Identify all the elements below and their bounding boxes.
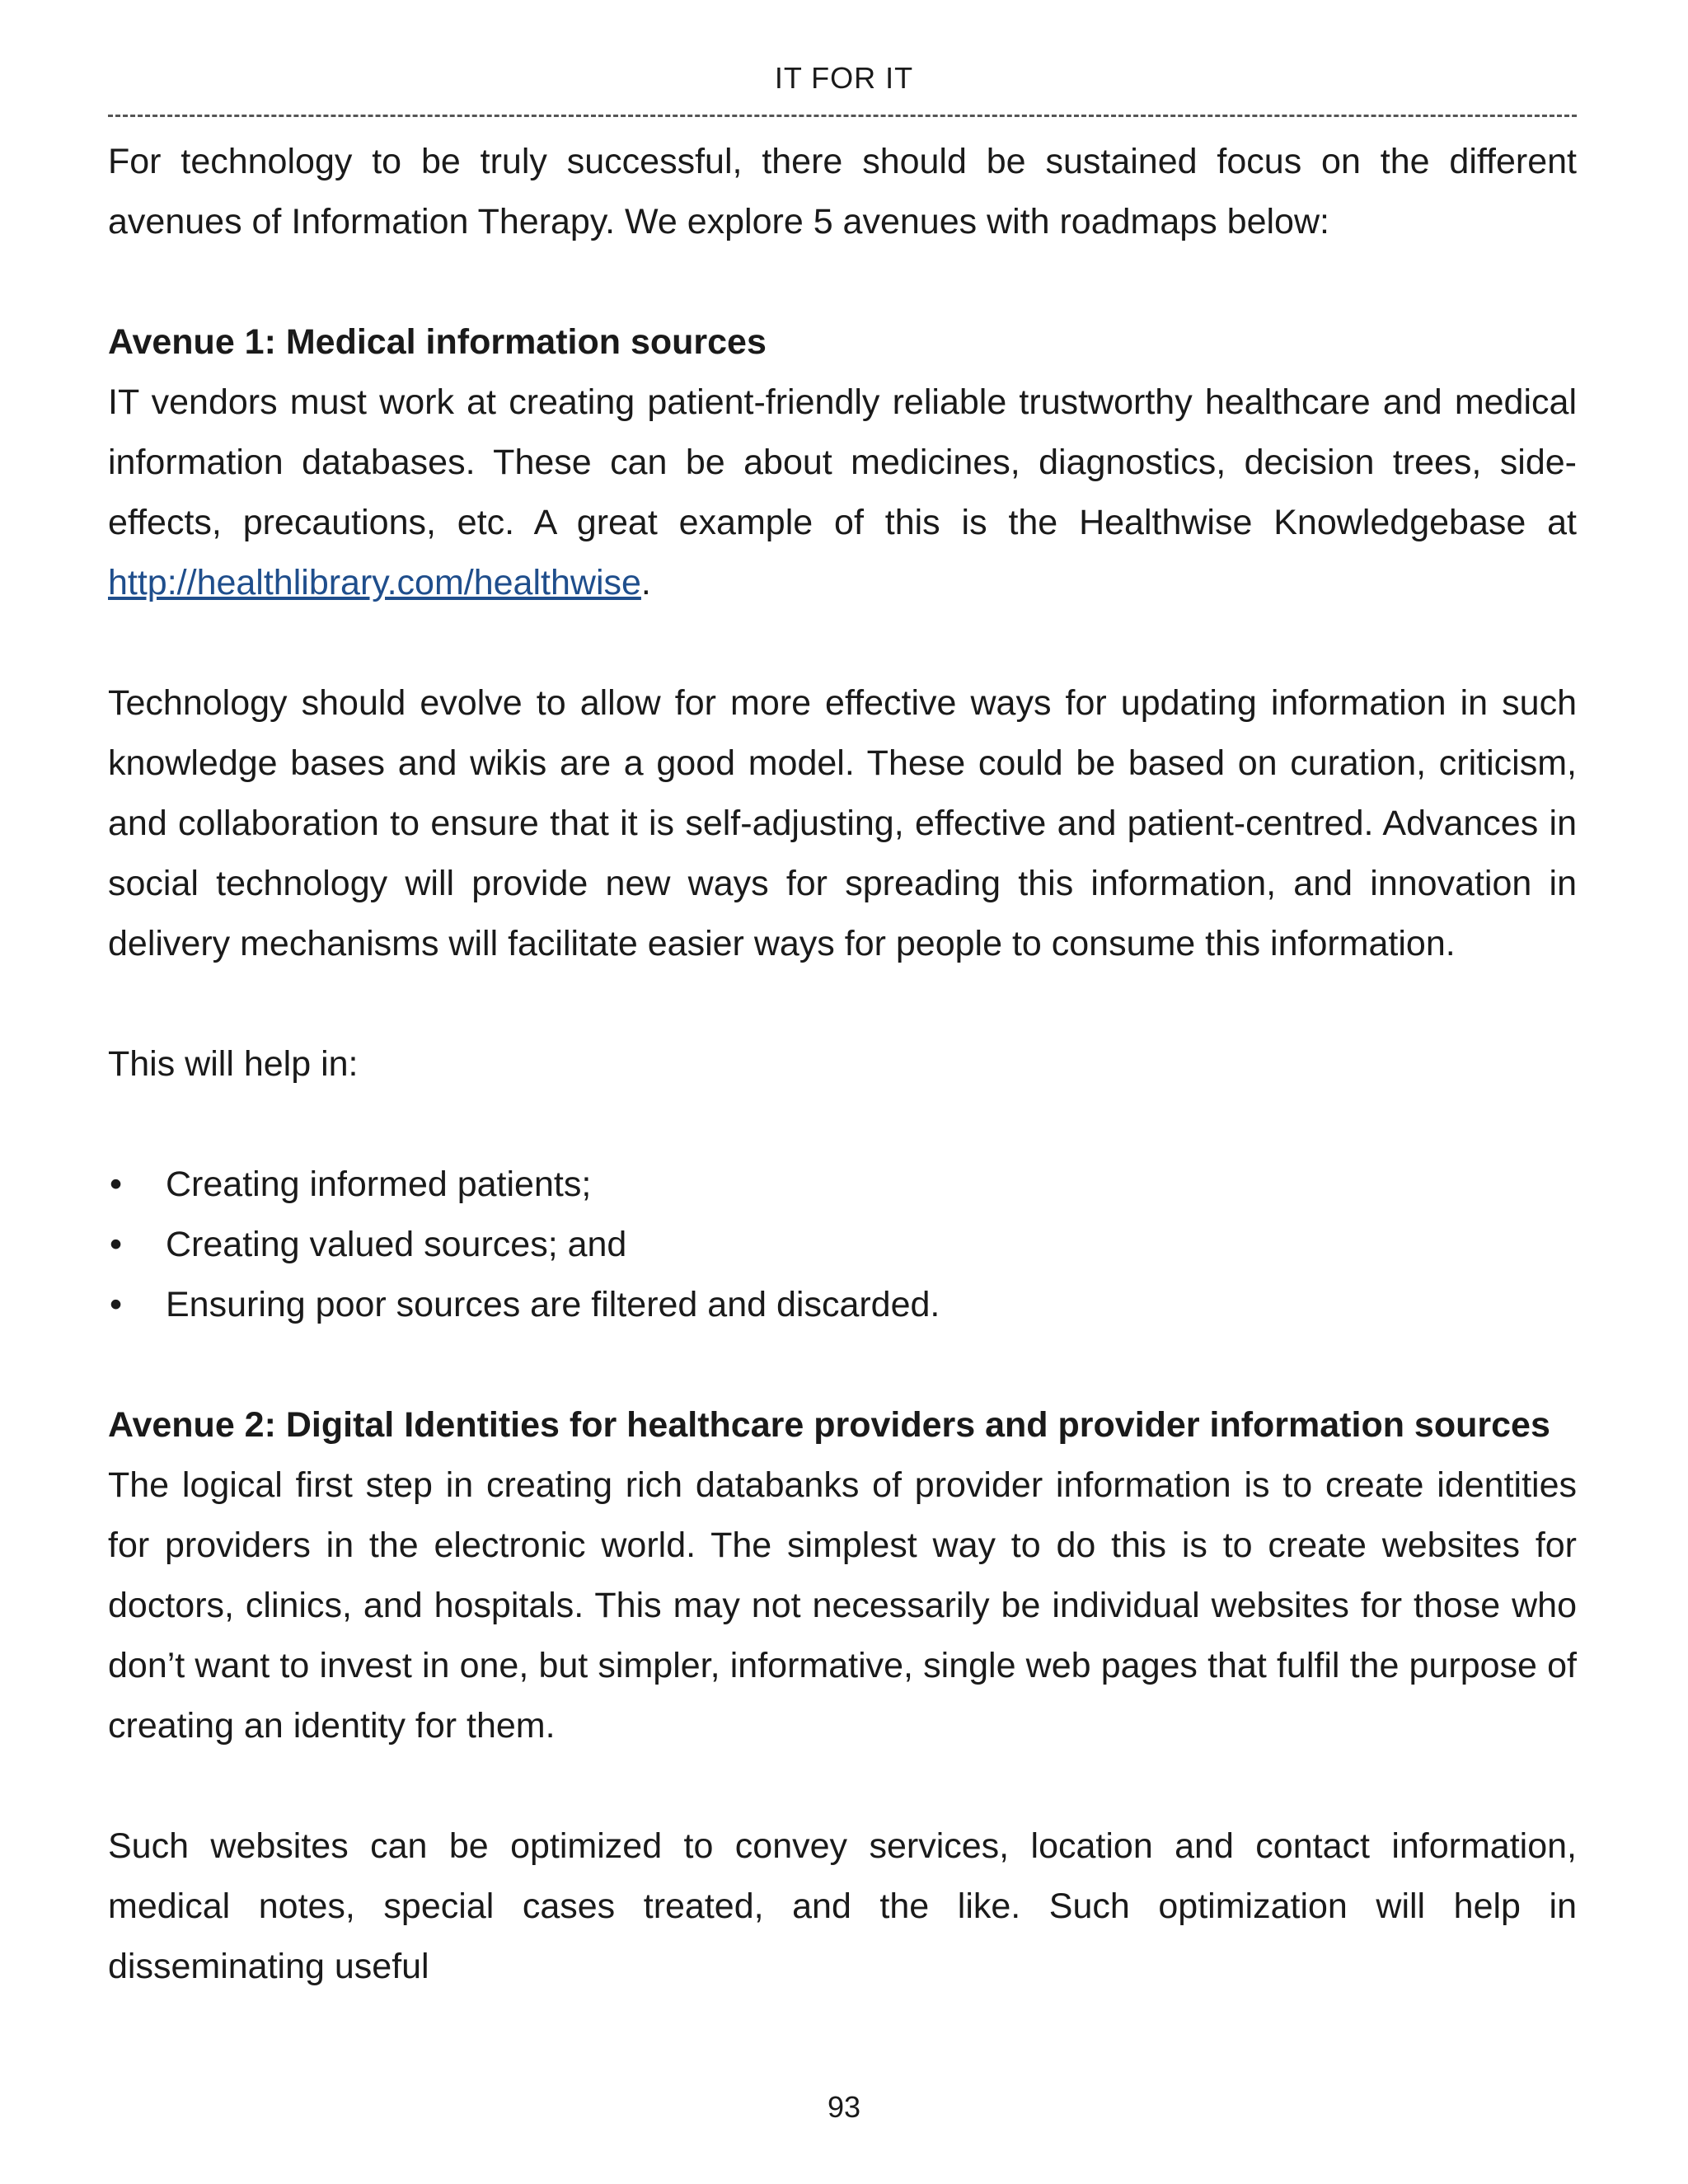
spacer (108, 613, 1577, 673)
list-item-text: Ensuring poor sources are filtered and discarded. (166, 1285, 940, 1324)
avenue-2-paragraph-2: Such websites can be optimized to convey services, location and contact information, medical notes, special cases treated, and the like. Such optimization will help in disseminating useful (108, 1826, 1577, 1986)
avenue-1-paragraph-2: Technology should evolve to allow for more effective ways for updating information in such knowledge bases and wikis are a good model. These could be based on curation, criticism, and collaboration to ensure that it is self-adjusting, effective and patient-centred. Advances in social technology will provide new ways for spreading this information, and innovation in delivery mechanisms will facilitate easier ways for people to consume this information. (108, 683, 1577, 963)
running-header: IT FOR IT (774, 61, 914, 95)
spacer (108, 1335, 1577, 1395)
spacer (108, 1756, 1577, 1816)
avenue-1-paragraph-1-text: IT vendors must work at creating patient-friendly reliable trustworthy healthcare and medical information databases. These can be about medicines, diagnostics, decision trees, side-effects, precautions, etc. A great example of this is the Healthwise Knowledgebase at (108, 382, 1577, 542)
bullet-icon: • (110, 1165, 123, 1204)
list-item (108, 1215, 1577, 1275)
spacer (108, 974, 1577, 1034)
spacer (108, 1094, 1577, 1155)
avenue-1-paragraph-1-end: . (640, 563, 651, 602)
list-item-text: Creating informed patients; (166, 1165, 592, 1204)
page-number: 93 (827, 2090, 861, 2124)
avenue-2-heading: Avenue 2: Digital Identities for healthcare providers and provider information sources (108, 1405, 1550, 1445)
benefits-list (108, 1155, 1577, 1335)
header-divider (108, 115, 1577, 117)
bullet-icon: • (110, 1285, 123, 1324)
help-intro: This will help in: (108, 1044, 359, 1084)
page-body (108, 132, 1577, 1997)
bullet-icon: • (110, 1225, 123, 1264)
avenue-2-paragraph-1: The logical first step in creating rich databanks of provider information is to create identities for providers in the electronic world. The simplest way to do this is to create websites for doctors, clinics, and hospitals. This may not necessarily be individual websites for those who don’t want to invest in one, but simpler, informative, single web pages that fulfil the purpose of creating an identity for them. (108, 1465, 1577, 1746)
list-item (108, 1275, 1577, 1335)
avenue-1-paragraph-1 (108, 373, 1577, 613)
avenue-1-heading: Avenue 1: Medical information sources (108, 322, 767, 362)
intro-paragraph: For technology to be truly successful, there should be sustained focus on the different avenues of Information Therapy. We explore 5 avenues with roadmaps below: (108, 142, 1577, 241)
spacer (108, 252, 1577, 312)
list-item (108, 1155, 1577, 1215)
healthwise-link[interactable]: http://healthlibrary.com/healthwise (108, 563, 641, 602)
list-item-text: Creating valued sources; and (166, 1225, 627, 1264)
